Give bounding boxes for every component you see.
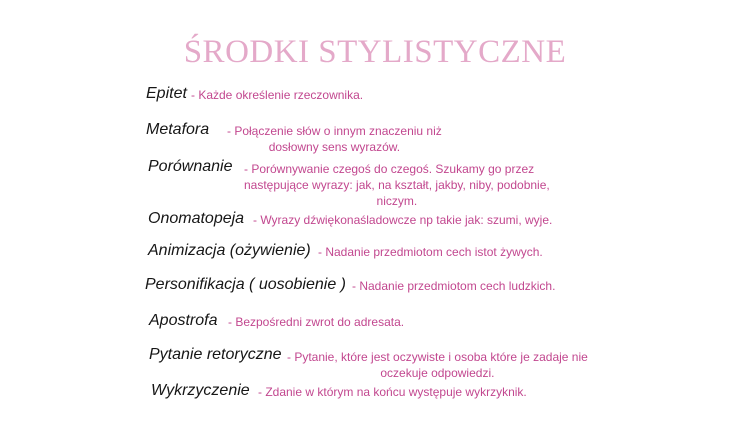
term-animizacja: Animizacja (ożywienie) bbox=[148, 242, 311, 259]
term-apostrofa: Apostrofa bbox=[149, 312, 218, 329]
definition-personifikacja bbox=[352, 278, 555, 294]
definition-metafora bbox=[227, 123, 442, 155]
definition-line: oczekuje odpowiedzi. bbox=[380, 366, 495, 380]
term-metafora: Metafora bbox=[146, 121, 210, 138]
term-porownanie: Porównanie bbox=[148, 158, 233, 175]
term-pytanie-retoryczne: Pytanie retoryczne bbox=[149, 346, 282, 363]
definition-line: - Porównywanie czegoś do czegoś. Szukamy go przez bbox=[244, 162, 535, 176]
definition-line: - Wyrazy dźwiękonaśladowcze np takie jak: szumi, wyje. bbox=[253, 213, 553, 227]
definition-line: dosłowny sens wyrazów. bbox=[268, 140, 401, 154]
term-epitet: Epitet bbox=[146, 85, 187, 102]
definition-pytanie-retoryczne bbox=[287, 349, 588, 381]
definition-wykrzyczenie bbox=[258, 384, 527, 400]
definition-porownanie bbox=[244, 161, 550, 209]
term-onomatopeja: Onomatopeja bbox=[148, 210, 245, 227]
definition-line: - Zdanie w którym na końcu występuje wykrzyknik. bbox=[258, 385, 527, 399]
slide-title: ŚRODKI STYLISTYCZNE bbox=[183, 34, 567, 70]
definition-line: - Nadanie przedmiotom cech ludzkich. bbox=[352, 279, 556, 293]
definition-line: - Pytanie, które jest oczywiste i osoba które je zadaje nie bbox=[287, 350, 588, 364]
term-wykrzyczenie: Wykrzyczenie bbox=[151, 382, 250, 399]
term-personifikacja: Personifikacja ( uosobienie ) bbox=[145, 276, 346, 293]
definition-epitet bbox=[191, 87, 363, 103]
definition-onomatopeja bbox=[253, 212, 552, 228]
definition-line: - Połączenie słów o innym znaczeniu niż bbox=[227, 124, 442, 138]
definition-animizacja bbox=[318, 244, 543, 260]
definition-line: - Nadanie przedmiotom cech istot żywych. bbox=[318, 245, 543, 259]
definition-line: - Każde określenie rzeczownika. bbox=[191, 88, 364, 102]
definition-line: - Bezpośredni zwrot do adresata. bbox=[228, 315, 405, 329]
definition-line: niczym. bbox=[376, 194, 418, 208]
definition-apostrofa bbox=[228, 314, 404, 330]
definition-line: następujące wyrazy: jak, na kształt, jakby, niby, podobnie, bbox=[244, 178, 550, 192]
